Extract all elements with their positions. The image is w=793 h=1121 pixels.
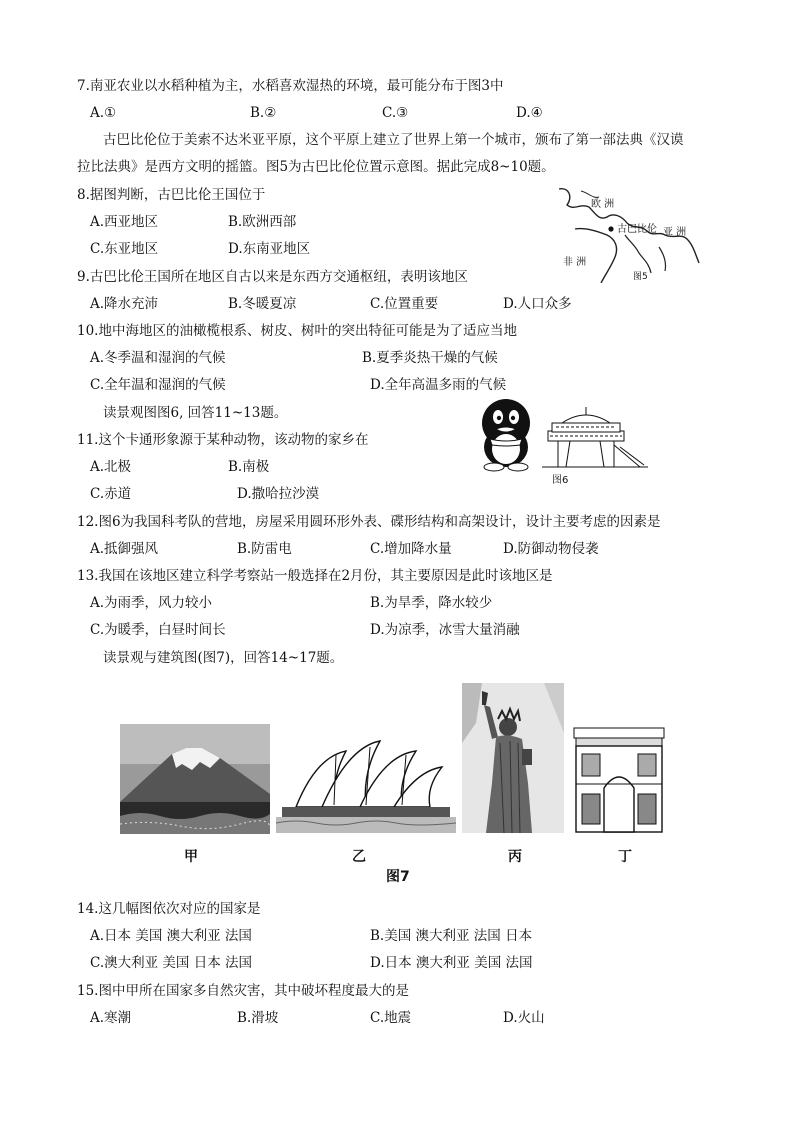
figure-5-map	[555, 183, 705, 283]
q10-option-c: C.全年温和湿润的气候	[90, 377, 226, 393]
figure-7-label-jia: 甲	[184, 849, 198, 865]
q13-option-d: D.为凉季，冰雪大量消融	[370, 622, 520, 638]
q8-option-d: D.东南亚地区	[228, 241, 311, 257]
question-12-stem: 12.图6为我国科考队的营地，房屋采用圆环形外表、碟形结构和高架设计，设计主要考虑的因素是	[77, 514, 661, 530]
figure-7-image-bing	[462, 683, 564, 833]
q12-option-c: C.增加降水量	[370, 541, 452, 557]
babylon-label: 古巴比伦	[617, 224, 657, 235]
statue-of-liberty-picture	[462, 683, 564, 833]
q10-option-a: A.冬季温和湿润的气候	[90, 350, 226, 366]
question-13-stem: 13.我国在该地区建立科学考察站一般选择在2月份，其主要原因是此时该地区是	[77, 568, 553, 584]
q13-option-a: A.为雨季，风力较小	[90, 595, 213, 611]
q14-option-a: A.日本 美国 澳大利亚 法国	[90, 928, 252, 944]
q7-option-d: D.④	[516, 105, 543, 121]
figure-7-image-ding	[570, 724, 668, 834]
figure-7-label-bing: 丙	[508, 849, 522, 865]
q7-option-a: A.①	[90, 105, 117, 121]
q7-option-b: B.②	[250, 105, 277, 121]
question-11-stem: 11.这个卡通形象源于某种动物，该动物的家乡在	[77, 432, 369, 448]
q11-option-a: A.北极	[90, 459, 132, 475]
q8-option-a: A.西亚地区	[90, 214, 159, 230]
q8-option-b: B.欧洲西部	[228, 214, 297, 230]
q14-option-b: B.美国 澳大利亚 法国 日本	[370, 928, 533, 944]
q15-option-a: A.寒潮	[90, 1010, 132, 1026]
q8-option-c: C.东亚地区	[90, 241, 159, 257]
q11-option-b: B.南极	[228, 459, 270, 475]
q13-option-c: C.为暖季，白昼时间长	[90, 622, 226, 638]
q9-option-d: D.人口众多	[503, 296, 572, 312]
africa-label: 非 洲	[563, 257, 587, 268]
question-15-stem: 15.图中甲所在国家多自然灾害，其中破坏程度最大的是	[77, 983, 409, 999]
question-7-stem: 7.南亚农业以水稻种植为主，水稻喜欢湿热的环境，最可能分布于图3中	[77, 78, 504, 94]
q12-option-a: A.抵御强风	[90, 541, 159, 557]
figure-7-caption: 图7	[386, 869, 410, 885]
europe-label: 欧 洲	[591, 199, 615, 210]
figure-7-image-jia	[120, 724, 270, 834]
figure-6-images	[470, 395, 650, 485]
question-10-stem: 10.地中海地区的油橄榄根系、树皮、树叶的突出特征可能是为了适应当地	[77, 323, 517, 339]
question-8-stem: 8.据图判断，古巴比伦王国位于	[77, 187, 266, 203]
q9-option-b: B.冬暖夏凉	[228, 296, 297, 312]
q10-option-d: D.全年高温多雨的气候	[370, 377, 507, 393]
q13-option-b: B.为旱季，降水较少	[370, 595, 493, 611]
figure-7-intro: 读景观与建筑图(图7)，回答14~17题。	[103, 650, 344, 666]
q7-option-c: C.③	[382, 105, 409, 121]
q14-option-d: D.日本 澳大利亚 美国 法国	[370, 955, 533, 971]
q12-option-d: D.防御动物侵袭	[503, 541, 599, 557]
figure-6-caption: 图6	[552, 475, 569, 486]
figure-7-image-yi	[276, 737, 456, 833]
q15-option-d: D.火山	[503, 1010, 545, 1026]
question-9-stem: 9.古巴比伦王国所在地区自古以来是东西方交通枢纽，表明该地区	[77, 269, 468, 285]
q10-option-b: B.夏季炎热干燥的气候	[362, 350, 498, 366]
sydney-opera-house-picture	[276, 737, 456, 833]
figure-6-intro: 读景观图图6, 回答11~13题。	[103, 405, 288, 421]
question-14-stem: 14.这几幅图依次对应的国家是	[77, 901, 261, 917]
figure-7-label-yi: 乙	[352, 849, 366, 865]
q15-option-c: C.地震	[370, 1010, 412, 1026]
q14-option-c: C.澳大利亚 美国 日本 法国	[90, 955, 253, 971]
q9-option-c: C.位置重要	[370, 296, 439, 312]
q15-option-b: B.滑坡	[237, 1010, 279, 1026]
arc-de-triomphe-picture	[570, 724, 668, 834]
figure-5-caption: 图5	[633, 272, 648, 282]
q11-option-d: D.撒哈拉沙漠	[237, 486, 320, 502]
q12-option-b: B.防雷电	[237, 541, 292, 557]
figure-7-label-ding: 丁	[618, 849, 632, 865]
asia-label: 亚 洲	[663, 227, 687, 238]
passage-line-2: 拉比法典》是西方文明的摇篮。图5为古巴比伦位置示意图。据此完成8~10题。	[77, 159, 555, 175]
q9-option-a: A.降水充沛	[90, 296, 159, 312]
mount-fuji-picture	[120, 724, 270, 834]
passage-line-1: 古巴比伦位于美索不达米亚平原，这个平原上建立了世界上第一个城市，颁布了第一部法典《汉谟	[103, 132, 684, 148]
q11-option-c: C.赤道	[90, 486, 132, 502]
